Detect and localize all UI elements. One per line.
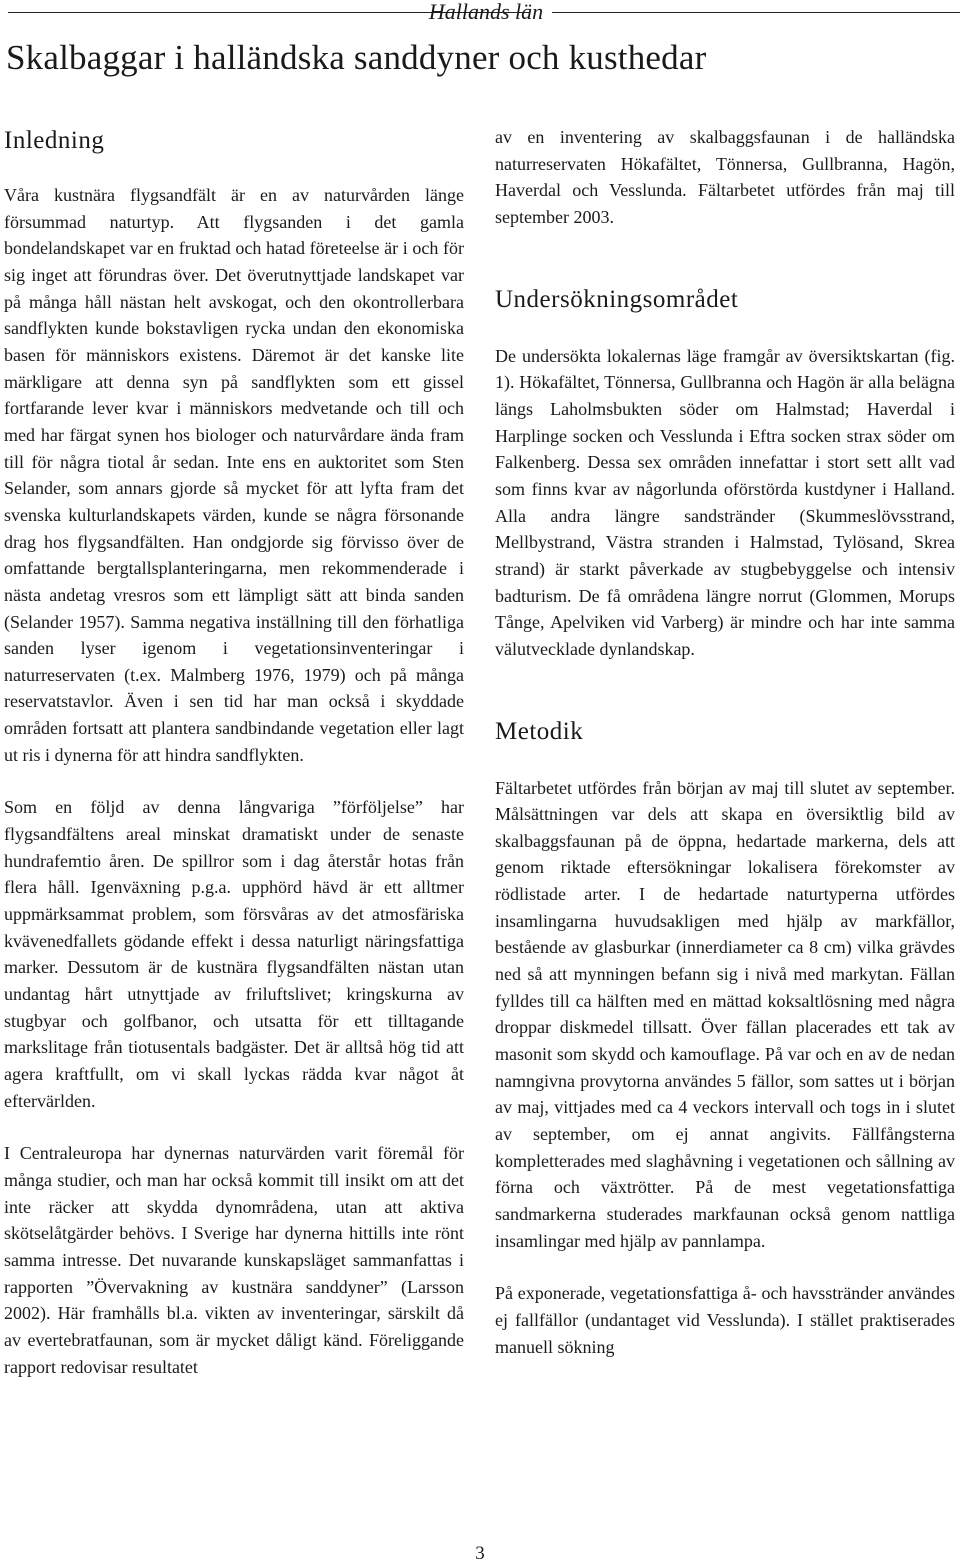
paragraph-area: De undersökta lokalernas läge framgår av översiktskartan (fig. 1). Hökafältet, Tönnersa, Gullbranna och Hagön är alla belägna längs Laholmsbukten söder om Halmstad; Haverdal i Harplinge socken och Vesslunda i Eftra socken strax söder om Falkenberg. Dessa sex områden innefattar i stort sett allt vad som finns kvar av någorlunda oförstörda kustdyner i Halland. Alla andra längre sandstränder (Skummeslövsstrand, Mellbystrand, Västra stranden i Halmstad, Tylösand, Skrea strand) är starkt påverkade av stugbebyggelse och intensiv badturism. De få områdena längre norrut (Glommen, Morups Tånge, Apelviken vid Varberg) är mindre och har inte samma välutvecklade dynlandskap.: [495, 345, 955, 659]
section-heading-metodik: Metodik: [495, 717, 584, 745]
header-rule-right: [552, 12, 960, 13]
section-heading-inledning: Inledning: [4, 127, 105, 154]
paragraph-method-2: På exponerade, vegetationsfattiga å- och havsstränder användes ej fallfällor (undantaget vid Vesslunda). I stället praktiserades manuell sökning: [495, 1283, 955, 1357]
paragraph-intro-1: Våra kustnära flygsandfält är en av naturvården länge försummad naturtyp. Att flygsanden i det gamla bondelandskapet var en fruktad och hatad företeelse är i och för sig inget att förundras över. Det överutnyttjade landskapet var på många håll nästan helt avskogat, och den okontrollerbara sandflykten kunde bokstavligen rycka undan den ekonomiska basen för människors existens. Däremot är det kanske lite märkligare att denna syn på sandflykten som ett gissel fortfarande lever kvar i människors medvetande och till och med har färgat synen hos biologer och naturvårdare ända fram till för några tiotal år sedan. Inte ens en auktoritet som Sten Selander, som annars gjorde så mycket för att lyfta fram det svenska kulturlandskapets värden, kunde se några försonande drag hos flygsandfälten. Han ondgjorde sig förvisso över de omfattande bergtallsplanteringarna, men rekommenderade i nästa andetag vresros som ett lämpligt sätt att binda sanden (Selander 1957). Samma negativa inställning till den förhatliga sanden lyser igenom i vegetationsinventeringar i naturreservaten (t.ex. Malmberg 1976, 1979) och på många reservatstavlor. Även i sen tid har man också i skyddade områden fortsatt att plantera sandbindande vegetation eller lagt ut ris i dynerna för att hindra sandflykten.: [4, 185, 464, 765]
right-column: [495, 124, 955, 1360]
paragraph-intro-2: Som en följd av denna långvariga ”förföljelse” har flygsandfältens areal minskat dramatiskt under de senaste hundrafemtio åren. De spillror som i dag återstår hotas från flera håll. Igenväxning p.g.a. upphörd hävd är ett alltmer uppmärksammat problem, som försvåras av det atmosfäriska kvävenedfallets gödande effekt i dessa naturligt näringsfattiga marker. Dessutom är de kustnära flygsandfälten nästan utan undantag hårt utnyttjade av friluftslivet; kringskurna av stugbyar och golfbanor, och utsatta för ett tilltagande markslitage från tiotusentals badgäster. Det är alltså hög tid att agera kraftfullt, om vi skall lyckas rädda kvar något åt eftervärlden.: [4, 797, 464, 1111]
section-heading-undersokningsomradet: Undersökningsområdet: [495, 285, 739, 313]
document-title: Skalbaggar i halländska sanddyner och kusthedar: [6, 38, 707, 77]
page-number: 3: [475, 1543, 485, 1564]
running-header-title: Hallands län: [428, 0, 544, 24]
left-column: [4, 124, 464, 1380]
paragraph-intro-continuation: av en inventering av skalbaggsfaunan i de halländska naturreservaten Hökafältet, Tönnersa, Gullbranna, Hagön, Haverdal och Vesslunda. Fältarbetet utfördes från maj till september 2003.: [495, 127, 955, 227]
paragraph-intro-3: I Centraleuropa har dynernas naturvärden varit föremål för många studier, och man har också kommit till insikt om att det inte räcker att skydda dynområdena, utan att aktiva skötselåtgärder behövs. I Sverige har dynerna hittills inte rönt samma intresse. Det nuvarande kunskapsläget sammanfattas i rapporten ”Övervakning av kustnära sanddyner” (Larsson 2002). Här framhålls bl.a. vikten av inventeringar, särskilt då av evertebratfaunan, som är mycket dåligt känd. Föreliggande rapport redovisar resultatet: [4, 1143, 464, 1377]
running-header: [0, 0, 960, 24]
paragraph-method-1: Fältarbetet utfördes från början av maj till slutet av september. Målsättningen var dels att skapa en översiktlig bild av skalbaggsfaunan på de öppna, hedartade markerna, dels att genom riktade eftersökningar lokalisera förekomster av rödlistade arter. I de hedartade naturtyperna utfördes insamlingarna huvudsakligen med hjälp av markfällor, bestående av glasburkar (innerdiameter ca 8 cm) vilka grävdes ned så att mynningen befann sig i nivå med markytan. Fällan fylldes till ca hälften med en mättad koksaltlösning med några droppar diskmedel tillsatt. Över fällan placerades ett tak av masonit som skydd och kamouflage. På var och en av de nedan namngivna provytorna användes 5 fällor, som sattes ut i början av maj, vittjades med ca 4 veckors intervall och togs in i slutet av september, om ej annat angivits. Fällfångsterna kompletterades med slaghåvning i vegetationen och sållning av förna och växtrötter. På de mest vegetationsfattiga sandmarkerna studerades markfaunan också genom nattliga insamlingar med hjälp av pannlampa.: [495, 777, 955, 1251]
